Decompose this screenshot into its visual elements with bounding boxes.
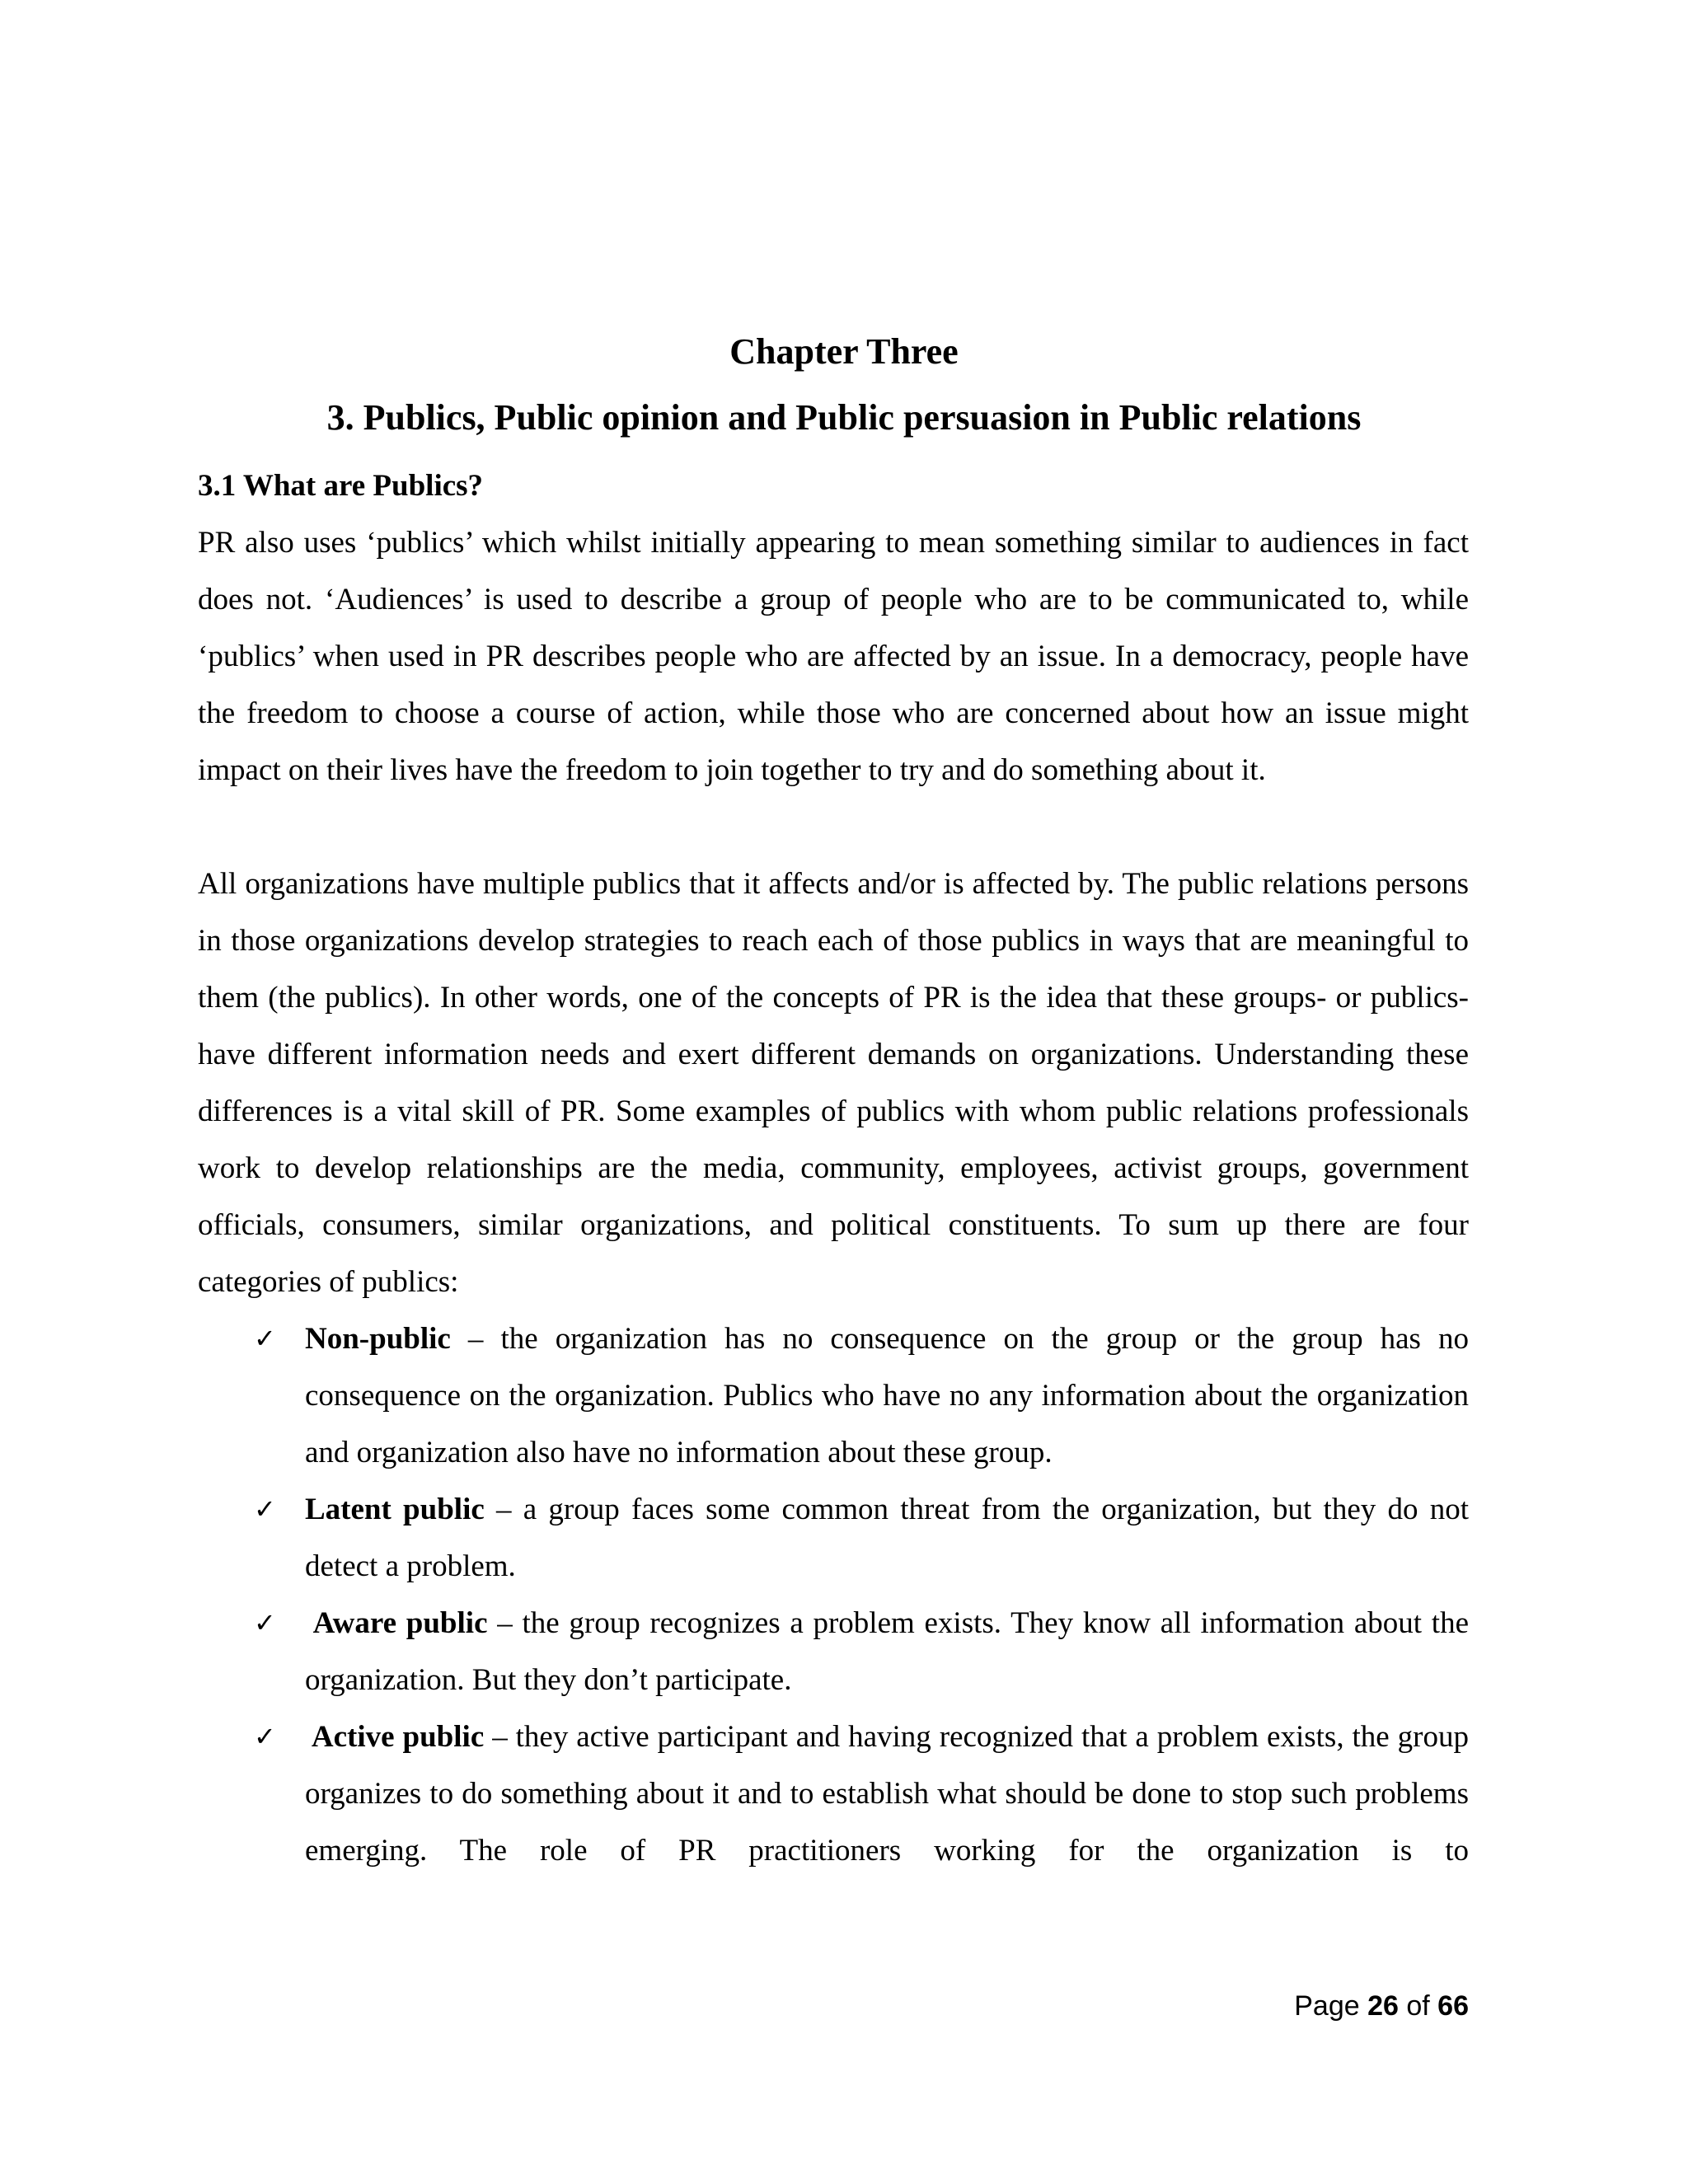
checkmark-icon: ✓ <box>254 1607 276 1638</box>
page-word: Page <box>1294 1990 1368 2022</box>
checkmark-icon: ✓ <box>254 1493 276 1525</box>
category-description: – a group faces some common threat from the organization, but they do not detect a problem. <box>305 1493 1469 1583</box>
page-content <box>198 457 1469 1879</box>
category-term: Latent public <box>305 1493 485 1526</box>
paragraph-spacer <box>198 799 1469 855</box>
category-description: – they active participant and having recognized that a problem exists, the group organizes to do something about it and to establish what should be done to stop such problems emerging. The role of PR practitioners working for the organization is to <box>305 1720 1469 1868</box>
category-description: – the organization has no consequence on the group or the group has no consequence on the organization. Publics who have no any information about the organization and organization also have no information about these group. <box>305 1322 1469 1469</box>
category-term: Non-public <box>305 1322 451 1356</box>
category-description: – the group recognizes a problem exists. They know all information about the organization. But they don’t participate. <box>305 1606 1469 1697</box>
subsection-title: 3.1 What are Publics? <box>198 469 484 503</box>
current-page-number: 26 <box>1367 1990 1399 2022</box>
chapter-title: Chapter Three <box>729 331 959 372</box>
category-term: Active public <box>305 1720 485 1754</box>
list-item-non-public <box>254 1310 1469 1481</box>
list-item-latent-public <box>254 1481 1469 1595</box>
of-word: of <box>1398 1990 1438 2022</box>
page-number-footer <box>1294 1986 1469 2026</box>
checkmark-icon: ✓ <box>254 1323 276 1354</box>
public-categories-list <box>198 1310 1469 1879</box>
paragraph-publics-definition: PR also uses ‘publics’ which whilst initially appearing to mean something similar to audiences in fact does not. ‘Audiences’ is used to describe a group of people who are to be communicated to, while ‘publics’ when used in PR describes people who are affected by an issue. In a democracy, people have the freedom to choose a course of action, while those who are concerned about how an issue might impact on their lives have the freedom to join together to try and do something about it. <box>198 526 1469 787</box>
checkmark-icon: ✓ <box>254 1721 276 1752</box>
paragraph-multiple-publics: All organizations have multiple publics that it affects and/or is affected by. The public relations persons in those organizations develop strategies to reach each of those publics in ways that are meaningful to them (the publics). In other words, one of the concepts of PR is the idea that these groups- or publics- have different information needs and exert different demands on organizations. Understanding these differences is a vital skill of PR. Some examples of publics with whom public relations professionals work to develop relationships are the media, community, employees, activist groups, government officials, consumers, similar organizations, and political constituents. To sum up there are four categories of publics: <box>198 867 1469 1299</box>
list-item-aware-public <box>254 1595 1469 1708</box>
total-pages-number: 66 <box>1437 1990 1469 2022</box>
list-item-active-public <box>254 1708 1469 1879</box>
section-title: 3. Publics, Public opinion and Public persuasion in Public relations <box>326 397 1362 438</box>
category-term: Aware public <box>305 1606 488 1640</box>
